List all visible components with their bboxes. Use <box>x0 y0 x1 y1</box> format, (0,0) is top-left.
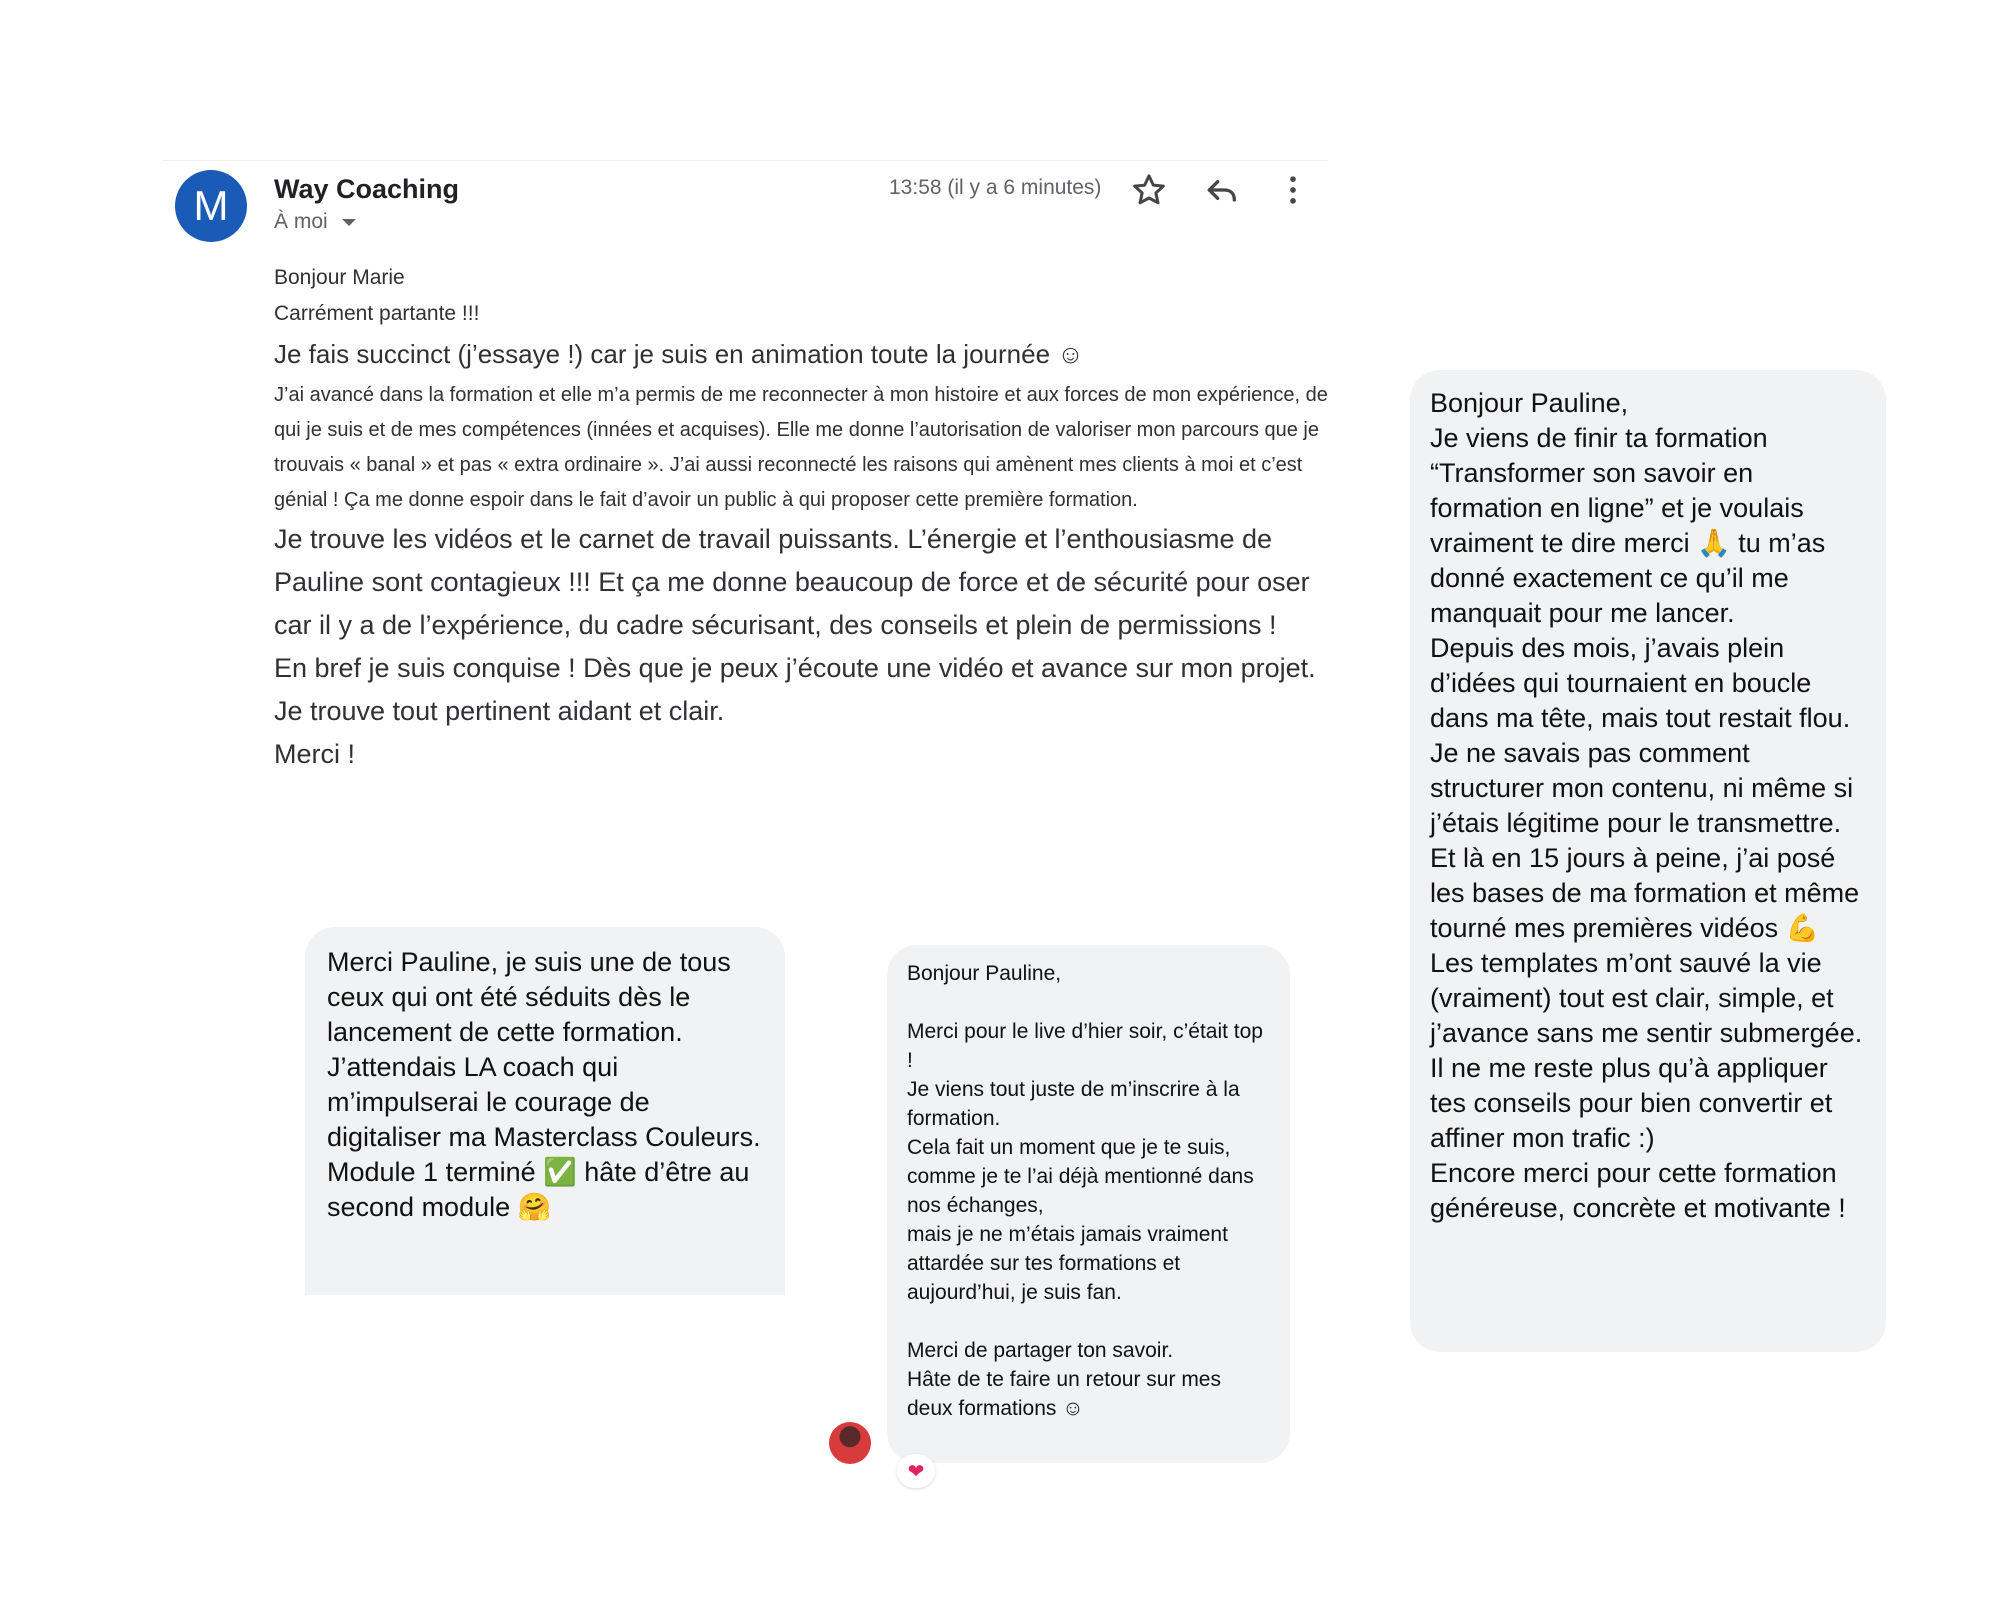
email-line: Je fais succinct (j’essaye !) car je suis en animation toute la journée ☺ <box>274 339 1084 369</box>
bubble-text: Bonjour Pauline, <box>1430 388 1629 418</box>
recipient-label: À moi <box>274 210 328 233</box>
bubble-text: Je viens tout juste de m’inscrire à la formation. <box>907 1078 1240 1130</box>
email-fade <box>163 800 1328 860</box>
bubble-text: Module 1 terminé ✅ hâte d’être au second module 🤗 <box>327 1157 750 1222</box>
reply-icon[interactable] <box>1201 170 1241 210</box>
more-vert-icon[interactable] <box>1273 170 1313 210</box>
message-bubble-module <box>305 927 785 1295</box>
bubble-text: mais je ne m’étais jamais vraiment attardée sur tes formations et aujourd’hui, je suis fan. <box>907 1223 1228 1304</box>
sender-avatar[interactable]: M <box>175 170 247 242</box>
email-closing: Merci ! <box>274 739 355 769</box>
bubble-text: Il ne me reste plus qu’à appliquer tes conseils pour bien convertir et affiner mon trafic :) <box>1430 1053 1833 1153</box>
bubble-text: Cela fait un moment que je te suis, comme je te l’ai déjà mentionné dans nos échanges, <box>907 1136 1254 1217</box>
sender-name[interactable]: Way Coaching <box>274 174 460 204</box>
bubble-spacer <box>907 988 1270 1017</box>
email-divider <box>163 160 1328 161</box>
email-paragraph: J’ai avancé dans la formation et elle m’a permis de me reconnecter à mon histoire et aux forces de mon expérience, de qui je suis et de mes compétences (innées et acquises). Elle me donne l’autorisation de valoriser mon parcours que je trouvais « banal » et pas « extra ordinaire ». J’ai aussi reconnecté les raisons qui amènent mes clients à moi et c’est génial ! Ça me donne espoir dans le fait d’avoir un public à qui proposer cette première formation. <box>274 384 1328 511</box>
email-message <box>163 160 1328 860</box>
recipient-toggle[interactable] <box>274 210 356 234</box>
bubble-text: Merci de partager ton savoir. <box>907 1339 1174 1362</box>
bubble-spacer <box>907 1307 1270 1336</box>
message-bubble-live <box>887 945 1290 1463</box>
email-line: Carrément partante !!! <box>274 302 480 325</box>
bubble-text: Merci pour le live d’hier soir, c’était top ! <box>907 1020 1263 1072</box>
bubble-text: Merci Pauline, je suis une de tous ceux qui ont été séduits dès le lancement de cette formation. J’attendais LA coach qui m’impulserai le courage de digitaliser ma Masterclass Couleurs. <box>327 947 761 1152</box>
star-icon[interactable] <box>1129 170 1169 210</box>
email-paragraph: Je trouve les vidéos et le carnet de travail puissants. L’énergie et l’enthousiasme de Pauline sont contagieux !!! Et ça me donne beaucoup de force et de sécurité pour oser car il y a de l’expérience, du cadre sécurisant, des conseils et plein de permissions ! <box>274 524 1310 640</box>
message-bubble-formation <box>1410 370 1886 1352</box>
bubble-text: Je viens de finir ta formation “Transformer son savoir en formation en ligne” et je voulais vraiment te dire merci 🙏 tu m’as donné exactement ce qu’il me manquait pour me lancer. <box>1430 423 1826 628</box>
heart-reaction-icon[interactable]: ❤ <box>897 1454 935 1488</box>
email-paragraph: En bref je suis conquise ! Dès que je peux j’écoute une vidéo et avance sur mon projet. Je trouve tout pertinent aidant et clair. <box>274 653 1316 726</box>
email-timestamp: 13:58 (il y a 6 minutes) <box>889 176 1102 199</box>
bubble-text: Depuis des mois, j’avais plein d’idées qui tournaient en boucle dans ma tête, mais tout restait flou. Je ne savais pas comment structurer mon contenu, ni même si j’étais légitime pour le transmettre. Et là en 15 jours à peine, j’ai posé les bases de ma formation et même tourné mes premières vidéos 💪 Les templates m’ont sauvé la vie (vraiment) tout est clair, simple, et j’avance sans me sentir submergée. <box>1430 633 1863 1048</box>
email-greeting: Bonjour Marie <box>274 266 405 289</box>
sender-avatar-small[interactable] <box>829 1422 871 1464</box>
bubble-text: Encore merci pour cette formation généreuse, concrète et motivante ! <box>1430 1158 1846 1223</box>
bubble-text: Hâte de te faire un retour sur mes deux formations ☺ <box>907 1368 1221 1420</box>
bubble-text: Bonjour Pauline, <box>907 962 1062 985</box>
chevron-down-icon <box>342 219 356 226</box>
email-body <box>274 260 1328 776</box>
